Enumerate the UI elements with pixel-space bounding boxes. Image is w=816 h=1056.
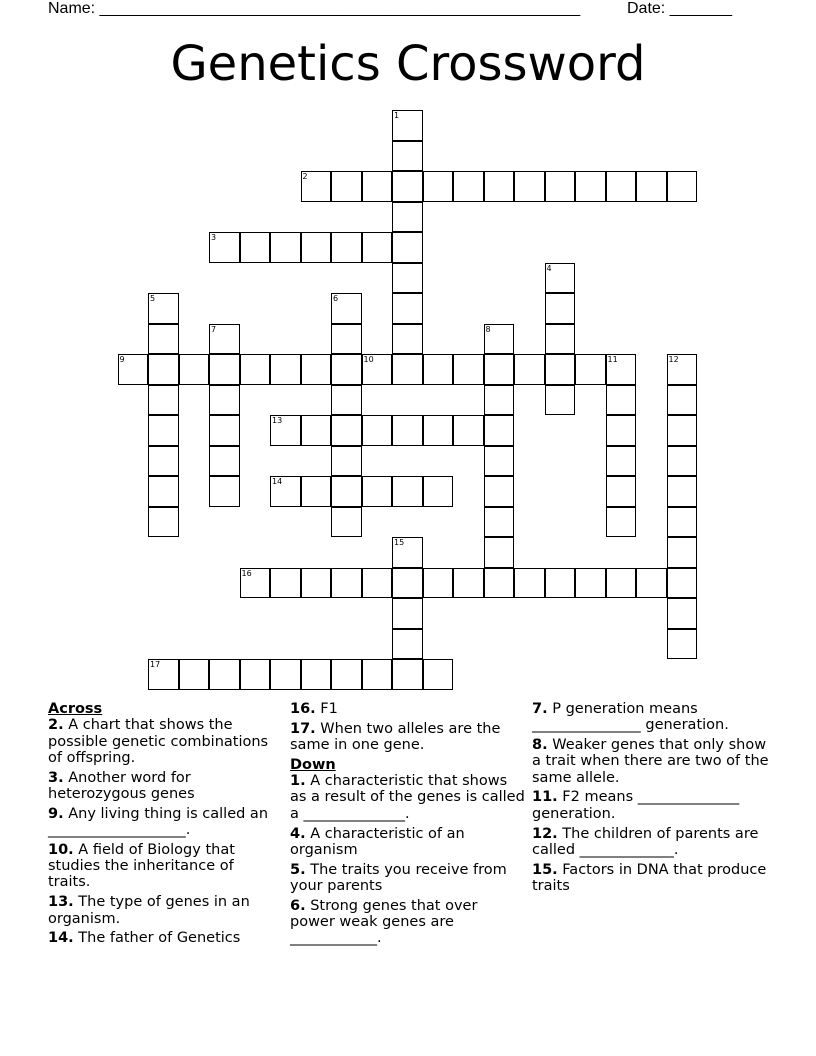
grid-cell[interactable] — [240, 659, 271, 690]
grid-cell[interactable] — [148, 446, 179, 477]
down-clue — [532, 789, 772, 822]
grid-cell[interactable] — [331, 385, 362, 416]
clue-text: Another word for heterozygous genes — [48, 769, 195, 802]
grid-cell[interactable] — [667, 629, 698, 660]
grid-cell[interactable] — [545, 354, 576, 385]
clue-number: 5 — [150, 294, 156, 303]
grid-cell[interactable] — [606, 507, 637, 538]
grid-cell[interactable] — [484, 385, 515, 416]
grid-cell[interactable] — [667, 568, 698, 599]
across-clue — [48, 894, 280, 927]
grid-cell[interactable] — [240, 568, 271, 599]
grid-cell[interactable] — [636, 568, 667, 599]
clue-text: Factors in DNA that produce traits — [532, 861, 767, 894]
grid-cell[interactable] — [392, 171, 423, 202]
across-clue — [48, 842, 280, 891]
grid-cell[interactable] — [270, 568, 301, 599]
grid-cell[interactable] — [270, 354, 301, 385]
grid-cell[interactable] — [575, 568, 606, 599]
grid-cell[interactable] — [484, 415, 515, 446]
clue-number-label: 3. — [48, 769, 64, 786]
grid-cell[interactable] — [423, 476, 454, 507]
grid-cell[interactable] — [301, 659, 332, 690]
across-clue — [290, 701, 526, 717]
grid-cell[interactable] — [392, 537, 423, 568]
clue-text: A chart that shows the possible genetic combinations of offspring. — [48, 717, 269, 766]
clue-number-label: 1. — [290, 773, 306, 790]
clue-number-label: 17. — [290, 720, 316, 737]
clue-number: 8 — [485, 324, 491, 334]
grid-cell[interactable] — [484, 507, 515, 538]
grid-cell[interactable] — [423, 659, 454, 690]
down-clue — [532, 737, 772, 786]
clue-number-label: 16. — [290, 701, 316, 717]
grid-cell[interactable] — [545, 385, 576, 416]
clue-text: A field of Biology that studies the inheritance of traits. — [48, 841, 235, 891]
clue-number: 1 — [394, 111, 400, 120]
grid-cell[interactable] — [331, 507, 362, 538]
clue-number: 4 — [546, 263, 552, 273]
clue-number-label: 11. — [532, 789, 558, 806]
clue-number: 13 — [272, 416, 283, 425]
grid-cell[interactable] — [606, 568, 637, 599]
grid-cell[interactable] — [240, 232, 271, 263]
across-clue — [48, 806, 280, 839]
grid-cell[interactable] — [362, 476, 393, 507]
grid-cell[interactable] — [362, 568, 393, 599]
clue-number-label: 5. — [290, 861, 306, 878]
grid-cell[interactable] — [545, 568, 576, 599]
across-clue — [48, 930, 280, 946]
clue-number-label: 13. — [48, 894, 74, 911]
clue-number-label: 12. — [532, 825, 558, 842]
grid-cell[interactable] — [392, 324, 423, 355]
clue-number-label: 6. — [290, 897, 306, 914]
clues-column-2 — [290, 701, 526, 950]
clue-number-label: 9. — [48, 805, 64, 822]
grid-cell[interactable] — [667, 415, 698, 446]
grid-cell[interactable] — [423, 568, 454, 599]
grid-cell[interactable] — [179, 659, 210, 690]
grid-cell[interactable] — [392, 141, 423, 172]
grid-cell[interactable] — [301, 415, 332, 446]
grid-cell[interactable] — [667, 537, 698, 568]
grid-cell[interactable] — [209, 659, 240, 690]
clue-number: 16 — [241, 568, 252, 578]
grid-cell[interactable] — [545, 263, 576, 294]
grid-cell[interactable] — [484, 171, 515, 202]
across-heading: Across — [48, 701, 103, 717]
across-clue — [48, 717, 280, 766]
grid-cell[interactable] — [209, 415, 240, 446]
grid-cell[interactable] — [270, 476, 301, 507]
grid-cell[interactable] — [301, 232, 332, 263]
grid-cell[interactable] — [331, 476, 362, 507]
clue-number-label: 2. — [48, 717, 64, 734]
grid-cell[interactable] — [331, 324, 362, 355]
grid-cell[interactable] — [209, 446, 240, 477]
grid-cell[interactable] — [148, 415, 179, 446]
grid-cell[interactable] — [453, 171, 484, 202]
grid-cell[interactable] — [362, 232, 393, 263]
grid-cell[interactable] — [392, 232, 423, 263]
grid-cell[interactable] — [148, 507, 179, 538]
grid-cell[interactable] — [331, 446, 362, 477]
clue-number-label: 14. — [48, 930, 74, 947]
clue-number: 10 — [363, 355, 374, 364]
grid-cell[interactable] — [545, 324, 576, 355]
grid-cell[interactable] — [392, 293, 423, 324]
clue-text: The type of genes in an organism. — [48, 894, 250, 927]
grid-cell[interactable] — [148, 354, 179, 385]
grid-cell[interactable] — [545, 171, 576, 202]
grid-cell[interactable] — [301, 171, 332, 202]
grid-cell[interactable] — [606, 171, 637, 202]
clue-number: 3 — [211, 233, 217, 242]
grid-cell[interactable] — [301, 568, 332, 599]
grid-cell[interactable] — [270, 232, 301, 263]
grid-cell[interactable] — [575, 354, 606, 385]
grid-cell[interactable] — [392, 263, 423, 294]
grid-cell[interactable] — [362, 659, 393, 690]
grid-cell[interactable] — [209, 476, 240, 507]
grid-cell[interactable] — [148, 293, 179, 324]
clue-text: F2 means ______________ generation. — [532, 789, 740, 822]
clue-number-label: 10. — [48, 841, 74, 858]
grid-cell[interactable] — [514, 568, 545, 599]
grid-cell[interactable] — [667, 171, 698, 202]
clue-text: A characteristic of an organism — [290, 825, 465, 858]
grid-cell[interactable] — [392, 629, 423, 660]
grid-cell[interactable] — [362, 415, 393, 446]
grid-cell[interactable] — [392, 598, 423, 629]
grid-cell[interactable] — [148, 659, 179, 690]
clue-text: A characteristic that shows as a result of the genes is called a ______________. — [290, 773, 525, 822]
grid-cell[interactable] — [606, 385, 637, 416]
clue-number: 9 — [119, 355, 125, 364]
grid-cell[interactable] — [240, 354, 271, 385]
clue-text: P generation means _______________ generation. — [532, 701, 729, 734]
grid-cell[interactable] — [331, 232, 362, 263]
grid-cell[interactable] — [362, 171, 393, 202]
grid-cell[interactable] — [392, 110, 423, 141]
grid-cell[interactable] — [301, 476, 332, 507]
down-clue — [290, 862, 526, 895]
grid-cell[interactable] — [484, 568, 515, 599]
grid-cell[interactable] — [209, 232, 240, 263]
clue-number: 7 — [211, 324, 217, 334]
grid-cell[interactable] — [331, 568, 362, 599]
grid-cell[interactable] — [636, 171, 667, 202]
page-title: Genetics Crossword — [170, 36, 646, 92]
grid-cell[interactable] — [575, 171, 606, 202]
clue-number: 14 — [272, 477, 283, 486]
grid-cell[interactable] — [484, 354, 515, 385]
grid-cell[interactable] — [484, 476, 515, 507]
down-clue — [532, 862, 772, 895]
grid-cell[interactable] — [423, 415, 454, 446]
grid-cell[interactable] — [362, 354, 393, 385]
grid-cell[interactable] — [514, 171, 545, 202]
clue-text: F1 — [315, 701, 338, 717]
grid-cell[interactable] — [667, 507, 698, 538]
grid-cell[interactable] — [423, 171, 454, 202]
grid-cell[interactable] — [606, 415, 637, 446]
grid-cell[interactable] — [392, 354, 423, 385]
grid-cell[interactable] — [606, 354, 637, 385]
grid-cell[interactable] — [118, 354, 149, 385]
clue-text: The children of parents are called _____________. — [532, 825, 759, 858]
grid-cell[interactable] — [301, 354, 332, 385]
grid-cell[interactable] — [148, 476, 179, 507]
clue-number: 12 — [668, 355, 679, 364]
grid-cell[interactable] — [331, 659, 362, 690]
grid-cell[interactable] — [545, 293, 576, 324]
clues-column-1 — [48, 701, 280, 950]
down-clue — [290, 773, 526, 822]
grid-cell[interactable] — [667, 476, 698, 507]
clue-text: Weaker genes that only show a trait when there are two of the same allele. — [532, 737, 769, 786]
grid-cell[interactable] — [179, 354, 210, 385]
grid-cell[interactable] — [514, 354, 545, 385]
down-clue — [290, 898, 526, 947]
grid-cell[interactable] — [331, 171, 362, 202]
name-field-label[interactable]: Name: ______________________________________________________ — [48, 0, 581, 17]
down-clue — [532, 701, 772, 734]
grid-cell[interactable] — [392, 202, 423, 233]
grid-cell[interactable] — [331, 415, 362, 446]
grid-cell[interactable] — [667, 598, 698, 629]
clue-number: 2 — [302, 172, 308, 181]
clue-number-label: 4. — [290, 825, 306, 842]
grid-cell[interactable] — [453, 354, 484, 385]
grid-cell[interactable] — [667, 385, 698, 416]
clue-number: 6 — [333, 294, 339, 303]
grid-cell[interactable] — [484, 446, 515, 477]
grid-cell[interactable] — [484, 324, 515, 355]
down-clue — [290, 826, 526, 859]
grid-cell[interactable] — [331, 354, 362, 385]
clue-number-label: 8. — [532, 737, 548, 754]
grid-cell[interactable] — [148, 324, 179, 355]
clue-number: 17 — [150, 660, 161, 669]
grid-cell[interactable] — [392, 568, 423, 599]
across-clue — [290, 721, 526, 754]
grid-cell[interactable] — [667, 446, 698, 477]
clue-number: 15 — [394, 538, 405, 547]
clue-number: 11 — [607, 355, 618, 364]
clue-text: The father of Genetics — [73, 930, 241, 947]
grid-cell[interactable] — [209, 385, 240, 416]
date-field-label[interactable]: Date: _______ — [627, 0, 732, 17]
grid-cell[interactable] — [392, 476, 423, 507]
down-heading: Down — [290, 756, 336, 773]
grid-cell[interactable] — [453, 568, 484, 599]
grid-cell[interactable] — [606, 476, 637, 507]
clue-text: When two alleles are the same in one gene. — [290, 720, 501, 754]
clue-text: The traits you receive from your parents — [290, 861, 507, 894]
grid-cell[interactable] — [270, 659, 301, 690]
grid-cell[interactable] — [209, 324, 240, 355]
clue-number-label: 15. — [532, 861, 558, 878]
across-clue — [48, 770, 280, 803]
grid-cell[interactable] — [606, 446, 637, 477]
clue-text: Any living thing is called an ___________________. — [48, 805, 269, 839]
grid-cell[interactable] — [392, 659, 423, 690]
grid-cell[interactable] — [270, 415, 301, 446]
grid-cell[interactable] — [148, 385, 179, 416]
grid-cell[interactable] — [453, 415, 484, 446]
grid-cell[interactable] — [392, 415, 423, 446]
grid-cell[interactable] — [484, 537, 515, 568]
clue-text: Strong genes that over power weak genes are ____________. — [290, 897, 478, 947]
grid-cell[interactable] — [331, 293, 362, 324]
down-clue — [532, 826, 772, 859]
grid-cell[interactable] — [423, 354, 454, 385]
clue-number-label: 7. — [532, 701, 548, 717]
grid-cell[interactable] — [209, 354, 240, 385]
clues-column-3 — [532, 701, 772, 898]
grid-cell[interactable] — [667, 354, 698, 385]
